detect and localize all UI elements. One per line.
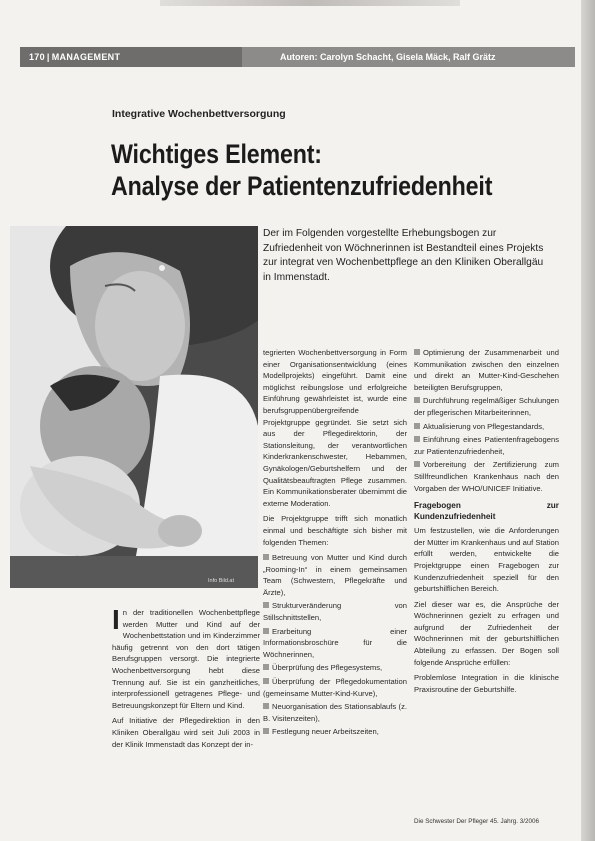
column2-paragraph-2: Die Projektgruppe trifft sich monatlich einmal und beschäftigte sich bisher mit folgenden Themen: xyxy=(263,514,407,547)
section-subheading: Fragebogen zur Kundenzufriedenheit xyxy=(414,501,559,522)
author-line: Autoren: Carolyn Schacht, Gisela Mäck, Ralf Grätz xyxy=(280,52,496,62)
list-item: Betreuung von Mutter und Kind durch „Rooming-In“ in einem gemeinsamen Team (Schwestern, Pflegekräfte und Ärzte), xyxy=(263,553,407,597)
list-item: Strukturveränderung von Stillschnittstellen, xyxy=(263,601,407,623)
article-intro: Der im Folgenden vorgestellte Erhebungsbogen zur Zufriedenheit von Wöchnerinnen ist Bestandteil eines Projekts zur integrat ven Wochenbettpflege an den Kliniken Oberallgäu in Immenstadt. xyxy=(263,228,544,283)
photo-illustration xyxy=(10,226,258,588)
page-footer: Die Schwester Der Pfleger 45. Jahrg. 3/2006 xyxy=(414,818,539,825)
bullet-square-icon xyxy=(263,628,269,634)
bullet-square-icon xyxy=(414,423,420,429)
list-item: Festlegung neuer Arbeitszeiten, xyxy=(263,726,407,738)
section-label: MANAGEMENT xyxy=(51,52,121,62)
list-item: Aktualisierung von Pflegestandards, xyxy=(414,421,559,433)
list-item: Einführung eines Patientenfragebogens zur Patientenzufriedenheit, xyxy=(414,435,559,456)
bullet-square-icon xyxy=(263,703,269,709)
bullet-square-icon xyxy=(414,436,420,442)
column1-paragraph-1 xyxy=(112,604,260,711)
mother-and-baby-photo xyxy=(10,226,258,588)
column-1 xyxy=(112,604,260,754)
list-item: Überprüfung des Pflegesystems, xyxy=(263,662,407,674)
headline-line-2: Analyse der Patientenzufriedenheit xyxy=(111,171,493,201)
bullet-square-icon xyxy=(263,728,269,734)
article-headline xyxy=(111,138,492,202)
column3-paragraph-1: Um festzustellen, wie die Anforderungen der Mütter im Krankenhaus und auf Station erfüllt werden, entwickelte die Projektgruppe einen Fragebogen zur Kundenzufriedenheit speziell für den geburtshilflichen Bereich. xyxy=(414,526,559,594)
running-header xyxy=(20,47,575,67)
column1-text-1: n der traditionellen Wochenbettpflege werden Mutter und Kind auf der Wochenbettstation und im Kinderzimmer häufig getrennt von den dort tätigen Berufsgruppen versorgt. Die integrierte Wochenbettversorgung hebt diese Trennung auf. Sie ist ein ganzheitliches, interprofessionell getragenes Pflege- und Betreuungskonzept für Eltern und Kind. xyxy=(112,608,260,710)
page-edge-shadow xyxy=(581,0,595,841)
header-separator: | xyxy=(46,52,50,62)
list-item: Durchführung regelmäßiger Schulungen der pflegerischen Mitarbeiterinnen, xyxy=(414,396,559,417)
column2-paragraph-1: tegrierten Wochenbettversorgung in Form einer Organisationsentwicklung (eines Modellprojekts) eingeführt. Damit eine möglichst reibungslose und erfolgreiche Einführung gewährleistet ist, wurde eine berufsgruppenübergreifende Projektgruppe gegründet. Sie setzt sich aus der Pflegedirektorin, der Stationsleitung, der verantwortlichen Kinderkrankenschwester, Hebammen, Gynäkologen/Geburtshelfern und der Qualitätsbeauftragten Pflege zusammen. Ein Kommunikationsberater übernimmt die externe Moderation. xyxy=(263,348,407,508)
header-section-block xyxy=(20,47,242,67)
list-item: Vorbereitung der Zertifizierung zum Stillfreundlichen Krankenhaus nach den Vorgaben der WHO/UNICEF Initiative. xyxy=(414,460,559,493)
bullet-square-icon xyxy=(414,349,420,355)
column-2 xyxy=(263,347,407,740)
list-item: Neuorganisation des Stationsablaufs (z. B. Visitenzeiten), xyxy=(263,702,407,723)
bullet-square-icon xyxy=(263,602,269,608)
column1-paragraph-2: Auf Initiative der Pflegedirektion in den Kliniken Oberallgäu wird seit Juli 2003 in der Klinik Immenstadt das Konzept der in- xyxy=(112,716,260,749)
bullet-square-icon xyxy=(414,397,420,403)
bullet-square-icon xyxy=(263,678,269,684)
scan-edge-stripe xyxy=(160,0,460,6)
article-kicker: Integrative Wochenbettversorgung xyxy=(112,108,286,120)
bullet-square-icon xyxy=(263,554,269,560)
bullet-square-icon xyxy=(414,461,420,467)
photo-credit: Info Bild.at xyxy=(208,578,234,584)
column3-paragraph-2: Ziel dieser war es, die Ansprüche der Wöchnerinnen gezielt zu erfragen und aufgrund der Zufriedenheit der Wöchnerinnen mit der geburtshilflichen Abteilung zu erfassen. Der Bogen soll folgende Ansprüche erfüllen: xyxy=(414,599,559,667)
list-item: Erarbeitung einer Informationsbroschüre für die Wöchnerinnen, xyxy=(263,626,407,659)
headline-line-1: Wichtiges Element: xyxy=(111,139,322,169)
list-item: Optimierung der Zusammenarbeit und Kommunikation zwischen den einzelnen und direkt an Mutter-Kind-Geschehen beteiligten Berufsgruppen, xyxy=(414,348,559,392)
bullet-square-icon xyxy=(263,664,269,670)
column3-paragraph-3: Problemlose Integration in die klinische Praxisroutine der Geburtshilfe. xyxy=(414,673,559,694)
drop-cap: I xyxy=(112,604,120,635)
list-item: Überprüfung der Pflegedokumentation (gemeinsame Mutter-Kind-Kurve), xyxy=(263,677,407,698)
column-3 xyxy=(414,347,559,699)
page-number: 170 xyxy=(29,52,45,62)
